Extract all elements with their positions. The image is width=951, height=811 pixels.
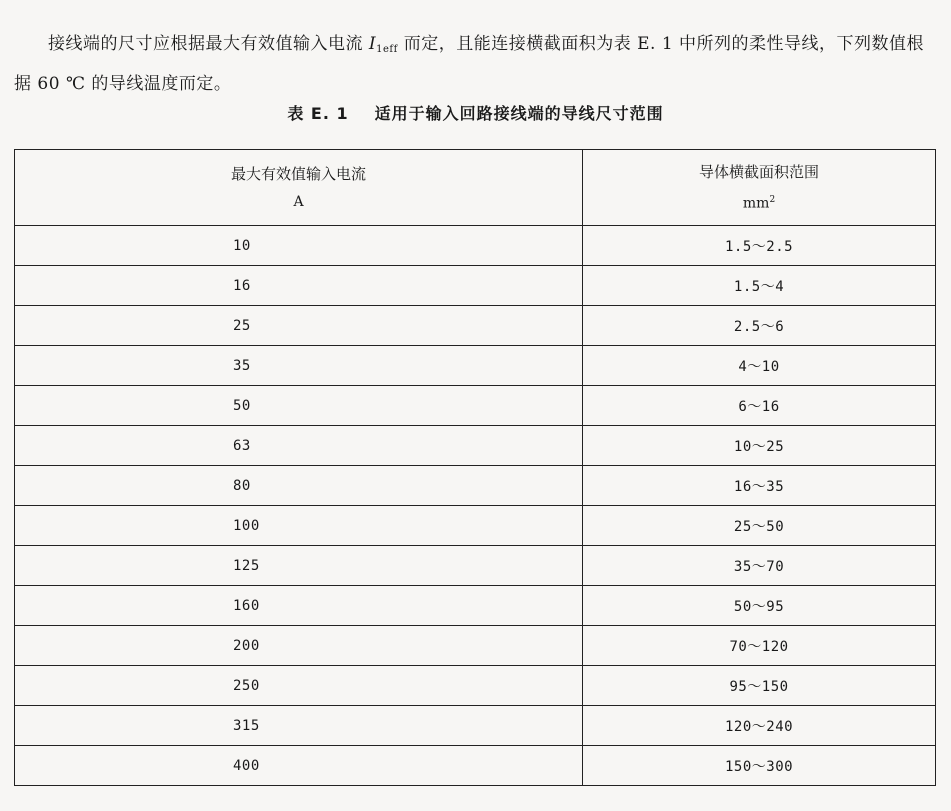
table-row [15, 266, 936, 306]
cell-cross-section-range: 120～240 [583, 706, 936, 746]
table-row [15, 586, 936, 626]
table-row [15, 706, 936, 746]
table-row [15, 226, 936, 266]
table-row [15, 626, 936, 666]
cell-current: 25 [15, 306, 583, 346]
current-symbol: $I_{1eff}$ [368, 34, 398, 55]
cell-current: 400 [15, 746, 583, 786]
cell-current: 100 [15, 506, 583, 546]
table-row [15, 666, 936, 706]
cell-cross-section-range: 35～70 [583, 546, 936, 586]
header-cross-section [583, 150, 936, 226]
cell-cross-section-range: 95～150 [583, 666, 936, 706]
cell-cross-section-range: 70～120 [583, 626, 936, 666]
table-caption: 适用于输入回路接线端的导线尺寸范围 [374, 104, 664, 123]
table-row [15, 346, 936, 386]
cell-cross-section-range: 10～25 [583, 426, 936, 466]
table-title [0, 101, 951, 124]
table-row [15, 386, 936, 426]
intro-paragraph [14, 27, 939, 101]
wire-size-table [14, 149, 936, 786]
cell-cross-section-range: 1.5～2.5 [583, 226, 936, 266]
header-current-unit: A [293, 193, 304, 210]
table-row [15, 506, 936, 546]
table-row [15, 426, 936, 466]
cell-current: 200 [15, 626, 583, 666]
cell-cross-section-range: 6～16 [583, 386, 936, 426]
header-cross-section-label: 导体横截面积范围 [699, 162, 820, 181]
cell-cross-section-range: 150～300 [583, 746, 936, 786]
intro-text-before: 接线端的尺寸应根据最大有效值输入电流 [48, 34, 369, 54]
cell-current: 160 [15, 586, 583, 626]
cell-current: 315 [15, 706, 583, 746]
cell-cross-section-range: 2.5～6 [583, 306, 936, 346]
cell-current: 35 [15, 346, 583, 386]
header-current [15, 150, 583, 226]
cell-current: 125 [15, 546, 583, 586]
table-row [15, 546, 936, 586]
cell-cross-section-range: 50～95 [583, 586, 936, 626]
current-symbol-subscript: 1eff [376, 44, 398, 55]
table-row [15, 466, 936, 506]
header-current-label: 最大有效值输入电流 [231, 164, 367, 183]
header-cross-section-unit: $mm^2$ [742, 194, 776, 212]
cell-cross-section-range: 1.5～4 [583, 266, 936, 306]
unit-superscript: 2 [769, 194, 776, 205]
table-header-row [15, 150, 936, 226]
cell-current: 63 [15, 426, 583, 466]
cell-current: 10 [15, 226, 583, 266]
intro-text-after: 而定，且能连接横截面积为表 E. 1 中所列的柔性导线，下列数值根据 60 ℃ 的导线温度而定。 [14, 34, 925, 94]
cell-current: 80 [15, 466, 583, 506]
cell-cross-section-range: 4～10 [583, 346, 936, 386]
cell-current: 50 [15, 386, 583, 426]
table-number: 表 E. 1 [287, 104, 349, 123]
cell-cross-section-range: 25～50 [583, 506, 936, 546]
cell-current: 16 [15, 266, 583, 306]
table-body [15, 226, 936, 786]
table-row [15, 746, 936, 786]
table-row [15, 306, 936, 346]
cell-current: 250 [15, 666, 583, 706]
cell-cross-section-range: 16～35 [583, 466, 936, 506]
